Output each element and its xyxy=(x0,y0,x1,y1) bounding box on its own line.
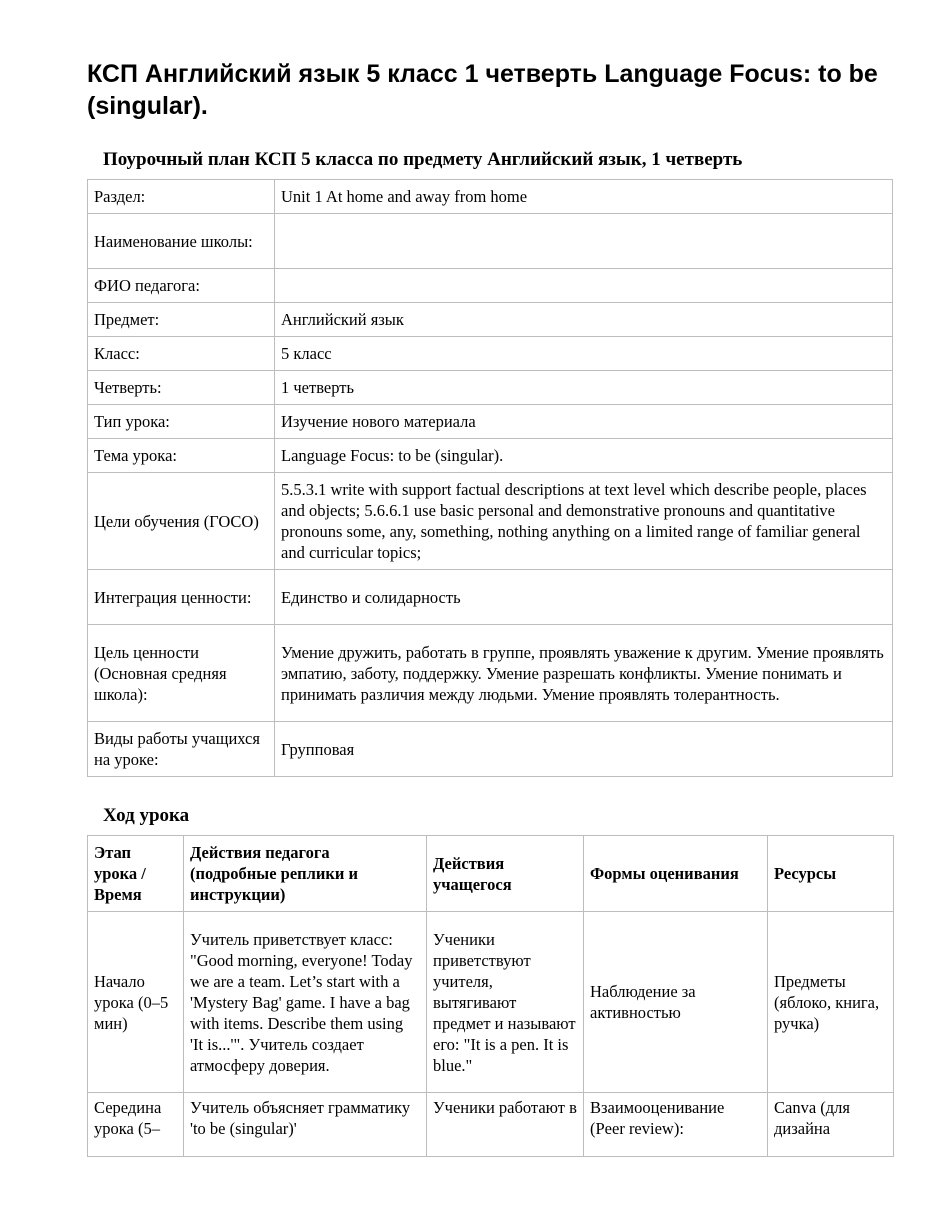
column-header-student-actions: Действия учащегося xyxy=(427,836,584,912)
table-row xyxy=(88,570,893,625)
info-value: 5 класс xyxy=(275,337,893,371)
info-label: Цели обучения (ГОСО) xyxy=(88,473,275,570)
info-label: Предмет: xyxy=(88,303,275,337)
table-row xyxy=(88,303,893,337)
document-title: КСП Английский язык 5 класс 1 четверть Language Focus: to be (singular). xyxy=(87,60,878,120)
table-row xyxy=(88,405,893,439)
column-header-stage: Этап урока / Время xyxy=(88,836,184,912)
table-row xyxy=(88,439,893,473)
student-actions-cell: Ученики работают в xyxy=(427,1093,584,1157)
info-label: Четверть: xyxy=(88,371,275,405)
info-label: Тема урока: xyxy=(88,439,275,473)
column-header-assessment: Формы оценивания xyxy=(584,836,768,912)
lesson-info-table xyxy=(87,179,893,777)
column-header-teacher-actions: Действия педагога (подробные реплики и инструкции) xyxy=(184,836,427,912)
table-row xyxy=(88,214,893,269)
stage-cell: Начало урока (0–5 мин) xyxy=(88,912,184,1093)
stage-cell: Середина урока (5– xyxy=(88,1093,184,1157)
info-value: Изучение нового материала xyxy=(275,405,893,439)
info-value: Групповая xyxy=(275,722,893,777)
student-actions-cell: Ученики приветствуют учителя, вытягивают предмет и называют его: "It is a pen. It is blue." xyxy=(427,912,584,1093)
info-label: Наименование школы: xyxy=(88,214,275,269)
table-row xyxy=(88,912,894,1093)
info-value: Английский язык xyxy=(275,303,893,337)
plan-heading: Поурочный план КСП 5 класса по предмету Английский язык, 1 четверть xyxy=(103,149,743,170)
info-label: Цель ценности (Основная средняя школа): xyxy=(88,625,275,722)
info-value: Единство и солидарность xyxy=(275,570,893,625)
info-value: 5.5.3.1 write with support factual descriptions at text level which describe people, places and objects; 5.6.6.1 use basic personal and demonstrative pronouns and quantitative pronouns some, any, something, nothing anything on a limited range of familiar general and curricular topics; xyxy=(275,473,893,570)
info-value: Language Focus: to be (singular). xyxy=(275,439,893,473)
teacher-actions-cell: Учитель приветствует класс: "Good morning, everyone! Today we are a team. Let’s start with a 'Mystery Bag' game. I have a bag with items. Describe them using 'It is...'". Учитель создает атмосферу доверия. xyxy=(184,912,427,1093)
assessment-cell: Наблюдение за активностью xyxy=(584,912,768,1093)
info-label: Класс: xyxy=(88,337,275,371)
table-header-row xyxy=(88,836,894,912)
table-row xyxy=(88,473,893,570)
info-label: Интеграция ценности: xyxy=(88,570,275,625)
info-label: Тип урока: xyxy=(88,405,275,439)
info-value: 1 четверть xyxy=(275,371,893,405)
info-value: Умение дружить, работать в группе, проявлять уважение к другим. Умение проявлять эмпатию, заботу, поддержку. Умение разрешать конфликты. Умение понимать и принимать различия между людьми. Умение проявлять толерантность. xyxy=(275,625,893,722)
info-label: Виды работы учащихся на уроке: xyxy=(88,722,275,777)
teacher-actions-cell: Учитель объясняет грамматику 'to be (singular)' xyxy=(184,1093,427,1157)
table-row xyxy=(88,269,893,303)
table-row xyxy=(88,337,893,371)
lesson-flow-table xyxy=(87,835,894,1157)
table-row xyxy=(88,625,893,722)
table-row xyxy=(88,722,893,777)
assessment-cell: Взаимооценивание (Peer review): xyxy=(584,1093,768,1157)
table-row xyxy=(88,1093,894,1157)
column-header-resources: Ресурсы xyxy=(768,836,894,912)
info-label: ФИО педагога: xyxy=(88,269,275,303)
info-value xyxy=(275,269,893,303)
info-value xyxy=(275,214,893,269)
table-row xyxy=(88,371,893,405)
resources-cell: Canva (для дизайна xyxy=(768,1093,894,1157)
resources-cell: Предметы (яблоко, книга, ручка) xyxy=(768,912,894,1093)
lesson-heading: Ход урока xyxy=(103,805,190,826)
table-row xyxy=(88,180,893,214)
info-label: Раздел: xyxy=(88,180,275,214)
info-value: Unit 1 At home and away from home xyxy=(275,180,893,214)
